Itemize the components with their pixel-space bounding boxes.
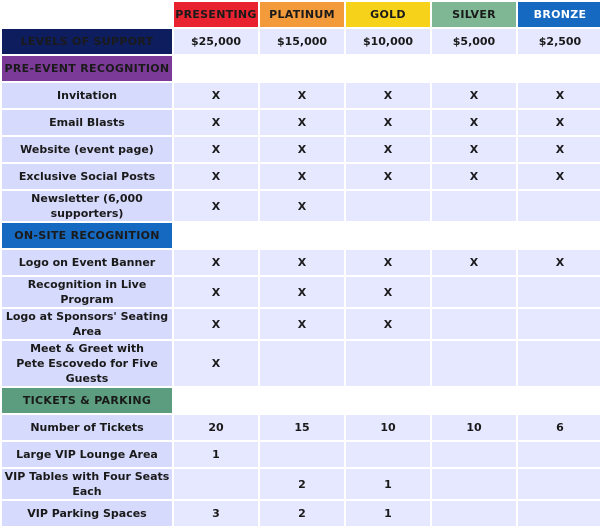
cell-value: X [432, 83, 516, 108]
feature-label: VIP Tables with Four Seats Each [2, 469, 172, 499]
amount-platinum: $15,000 [260, 29, 344, 54]
feature-label: Logo at Sponsors' Seating Area [2, 309, 172, 339]
cell-value: X [518, 250, 600, 275]
cell-value [432, 191, 516, 221]
cell-value [432, 277, 516, 307]
cell-value [518, 309, 600, 339]
cell-value [518, 277, 600, 307]
table-row [2, 191, 600, 221]
cell-value: X [174, 110, 258, 135]
cell-value: X [518, 83, 600, 108]
tier-header-presenting: PRESENTING [174, 2, 258, 27]
table-row [2, 110, 600, 135]
cell-value: X [518, 110, 600, 135]
cell-value: X [260, 110, 344, 135]
feature-label-line: Pete Escovedo for Five Guests [16, 357, 158, 385]
cell-value: X [174, 277, 258, 307]
cell-value: 6 [518, 415, 600, 440]
cell-value: 1 [346, 469, 430, 499]
cell-value: X [432, 110, 516, 135]
cell-value [518, 442, 600, 467]
cell-value: 20 [174, 415, 258, 440]
levels-row [2, 29, 600, 54]
amount-bronze: $2,500 [518, 29, 600, 54]
table-row [2, 309, 600, 339]
table-row [2, 415, 600, 440]
table-row [2, 469, 600, 499]
cell-value: X [518, 164, 600, 189]
cell-value [432, 309, 516, 339]
cell-value: X [346, 110, 430, 135]
cell-value [346, 191, 430, 221]
cell-value: X [174, 341, 258, 386]
cell-value [432, 501, 516, 526]
cell-value [346, 341, 430, 386]
section-title-on-site: ON-SITE RECOGNITION [2, 223, 172, 248]
cell-value: 10 [432, 415, 516, 440]
section-title-pre-event: PRE-EVENT RECOGNITION [2, 56, 172, 81]
cell-value: X [260, 309, 344, 339]
cell-value [518, 191, 600, 221]
cell-value: X [346, 250, 430, 275]
cell-value: X [518, 137, 600, 162]
cell-value: 1 [174, 442, 258, 467]
cell-value: X [260, 164, 344, 189]
table-row [2, 442, 600, 467]
cell-value: X [260, 83, 344, 108]
cell-value [518, 469, 600, 499]
feature-label: Recognition in Live Program [2, 277, 172, 307]
cell-value: X [174, 309, 258, 339]
cell-value: X [174, 191, 258, 221]
cell-value: X [432, 164, 516, 189]
cell-value: 1 [346, 501, 430, 526]
section-header-row [2, 56, 600, 81]
cell-value: X [346, 137, 430, 162]
tier-header-silver: SILVER [432, 2, 516, 27]
cell-value: X [174, 137, 258, 162]
feature-label: Logo on Event Banner [2, 250, 172, 275]
amount-gold: $10,000 [346, 29, 430, 54]
tier-header-bronze: BRONZE [518, 2, 600, 27]
table-row [2, 501, 600, 526]
cell-value: 2 [260, 501, 344, 526]
cell-value [518, 501, 600, 526]
cell-value [260, 341, 344, 386]
cell-value: X [346, 309, 430, 339]
cell-value: X [432, 250, 516, 275]
tier-header-row [2, 2, 600, 27]
cell-value: X [174, 164, 258, 189]
feature-label: Large VIP Lounge Area [2, 442, 172, 467]
cell-value: X [174, 83, 258, 108]
cell-value: X [346, 277, 430, 307]
cell-value [432, 469, 516, 499]
cell-value: X [260, 250, 344, 275]
section-header-row [2, 223, 600, 248]
cell-value: X [260, 277, 344, 307]
cell-value [518, 341, 600, 386]
tier-header-platinum: PLATINUM [260, 2, 344, 27]
feature-label: VIP Parking Spaces [2, 501, 172, 526]
section-header-row [2, 388, 600, 413]
feature-label: Website (event page) [2, 137, 172, 162]
cell-value: 10 [346, 415, 430, 440]
table-row [2, 341, 600, 386]
levels-of-support-label: LEVELS OF SUPPORT [2, 29, 172, 54]
cell-value: X [260, 137, 344, 162]
header-corner [2, 2, 172, 27]
cell-value: X [346, 164, 430, 189]
feature-label: Invitation [2, 83, 172, 108]
cell-value: 3 [174, 501, 258, 526]
cell-value: X [432, 137, 516, 162]
cell-value [346, 442, 430, 467]
cell-value: X [346, 83, 430, 108]
table-row [2, 277, 600, 307]
cell-value: 15 [260, 415, 344, 440]
amount-silver: $5,000 [432, 29, 516, 54]
cell-value [260, 442, 344, 467]
table-row [2, 250, 600, 275]
feature-label: Newsletter (6,000 supporters) [2, 191, 172, 221]
cell-value [432, 442, 516, 467]
feature-label [2, 341, 172, 386]
feature-label-line: Meet & Greet with [30, 342, 144, 355]
feature-label: Email Blasts [2, 110, 172, 135]
table-row [2, 83, 600, 108]
amount-presenting: $25,000 [174, 29, 258, 54]
feature-label: Exclusive Social Posts [2, 164, 172, 189]
cell-value: X [174, 250, 258, 275]
feature-label: Number of Tickets [2, 415, 172, 440]
tier-header-gold: GOLD [346, 2, 430, 27]
cell-value: X [260, 191, 344, 221]
cell-value [432, 341, 516, 386]
cell-value: 2 [260, 469, 344, 499]
section-title-tickets-parking: TICKETS & PARKING [2, 388, 172, 413]
cell-value [174, 469, 258, 499]
table-row [2, 137, 600, 162]
table-row [2, 164, 600, 189]
